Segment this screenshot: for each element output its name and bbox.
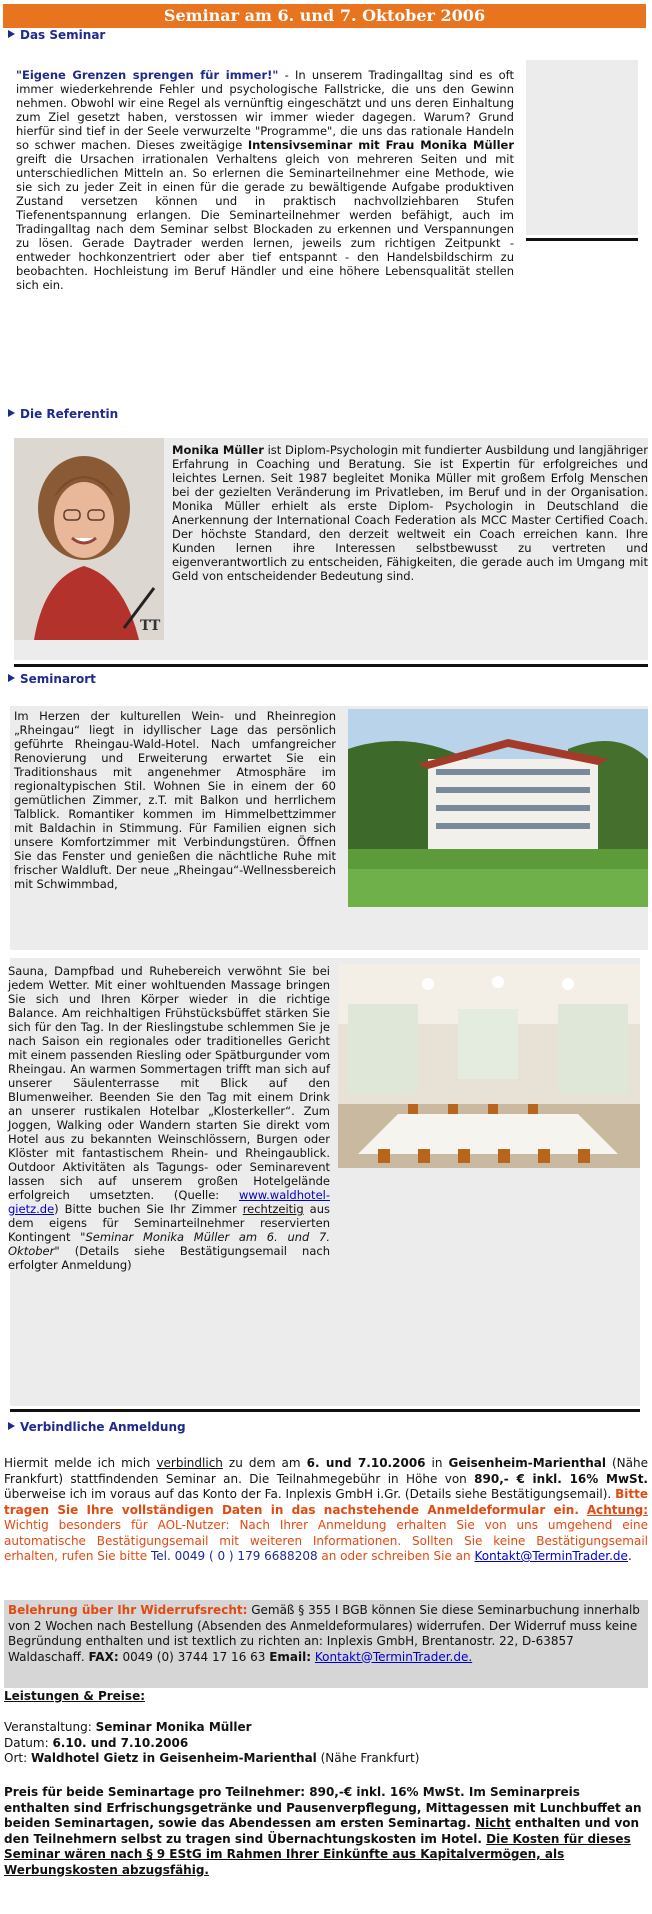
ort-text-3: ) Bitte buchen Sie Ihr Zimmer bbox=[54, 1202, 243, 1216]
veranstaltung-line bbox=[4, 1720, 648, 1736]
leistungen-heading: Leistungen & Preise: bbox=[4, 1689, 145, 1703]
seminar-fee: 890,- € inkl. 16% MwSt. bbox=[474, 1471, 648, 1486]
ort-text-4: aus dem eigens für Seminarteilnehmer reservierten Kontingent " bbox=[8, 1202, 331, 1244]
section-heading-text: Die Referentin bbox=[20, 407, 119, 421]
referentin-text: ist Diplom-Psychologin mit fundierter Ausbildung und langjähriger Erfahrung in Coaching und Beratung. Sie ist Expertin für erfolgreiches und leichtes Lernen. Seit 1987 begleitet Monika Müller mit großem Erfolg Menschen bei der gezielten Veränderung im Privatleben, im Beruf und in der Organisation. Monika Müller erhielt als erste Diplom- Psychologin in Deutschland die Anerkennung der International Coach Federation als MCC Master Certified Coach. Der höchste Standard, den derzeit weltweit ein Coach erreichen kann. Ihre Kunden lernen ihre Interessen selbstbewusst zu vertreten und eigenverantwortlich zu entscheiden, Fähigkeiten, die gerade auch im Umgang mit Geld von entscheidender Bedeutung sind. bbox=[172, 443, 648, 583]
portrait-photo bbox=[14, 438, 164, 640]
widerruf-heading: Belehrung über Ihr Widerrufsrecht: bbox=[8, 1603, 248, 1617]
section-heading-seminar bbox=[8, 28, 105, 42]
hotel-exterior-illustration bbox=[348, 709, 648, 907]
page-title: Seminar am 6. und 7. Oktober 2006 bbox=[3, 4, 646, 28]
form-instruction: Bitte tragen Sie Ihre vollständigen Daten in das nachstehende Anmeldeformular ein. bbox=[4, 1487, 648, 1517]
price-text-1: Preis für beide Seminartage pro Teilnehmer: 890,-€ inkl. 16% MwSt. Im Seminarpreis enthalten sind Erfrischungsgetränke und Pausenverpflegung, Mittagessen mit Lunchbuffet an beiden Seminartagen, sowie das Abendessen am ersten Seminartag. bbox=[4, 1785, 642, 1830]
rechtzeitig-text: rechtzeitig bbox=[242, 1202, 304, 1216]
email-label: Email: bbox=[269, 1649, 312, 1664]
aol-warning: Wichtig besonders für AOL-Nutzer: Nach Ihrer Anmeldung erhalten Sie von uns umgehend eine automatische Bestätigungsemail mit weiteren Informationen. Sollten Sie keine Bestätigungsemail erhalten, rufen Sie bitte bbox=[4, 1518, 648, 1563]
verbindlich-text: verbindlich bbox=[156, 1456, 223, 1470]
nicht-text: Nicht bbox=[475, 1816, 511, 1830]
ort-description-2 bbox=[8, 964, 330, 1272]
price-text-2: enthalten und von den Teilnehmern selbst zu tragen sind Übernachtungskosten im Hotel. bbox=[4, 1816, 640, 1846]
ort-text-5: " (Details siehe Bestätigungsemail nach erfolgter Anmeldung) bbox=[8, 1244, 330, 1272]
datum-line bbox=[4, 1736, 648, 1752]
triangle-bullet-icon bbox=[8, 1422, 15, 1430]
section-heading-referentin bbox=[8, 407, 118, 421]
seminar-room-illustration bbox=[338, 964, 640, 1168]
warning-text-2: an oder schreiben Sie an bbox=[317, 1549, 475, 1563]
anmeldung-text-2: zu dem am bbox=[222, 1456, 307, 1470]
datum-label: Datum: bbox=[4, 1735, 53, 1750]
price-details bbox=[4, 1785, 648, 1878]
achtung-label: Achtung: bbox=[586, 1502, 648, 1517]
ort-value: Waldhotel Gietz in Geisenheim-Marienthal bbox=[30, 1751, 317, 1765]
anmeldung-text bbox=[4, 1456, 648, 1565]
section-heading-text: Verbindliche Anmeldung bbox=[20, 1420, 186, 1434]
ort-label: Ort: bbox=[4, 1751, 31, 1765]
veranstaltung-label: Veranstaltung: bbox=[4, 1720, 96, 1734]
section-heading-seminarort bbox=[8, 672, 96, 686]
svg-text:TT: TT bbox=[140, 618, 161, 634]
section-heading-text: Seminarort bbox=[20, 672, 96, 686]
widerruf-text bbox=[8, 1603, 644, 1665]
seminar-place: Geisenheim-Marienthal bbox=[448, 1456, 606, 1470]
sentence-end: . bbox=[627, 1549, 632, 1563]
referentin-name: Monika Müller bbox=[172, 443, 264, 457]
seminar-room-photo bbox=[338, 964, 640, 1168]
triangle-bullet-icon bbox=[8, 409, 15, 417]
triangle-bullet-icon bbox=[8, 674, 15, 682]
section-heading-anmeldung bbox=[8, 1420, 186, 1434]
seminar-text-2: greift die Ursachen irrationalen Verhaltens gleich von mehreren Seiten und mit unterschiedlichen Mitteln an. So erlernen die Seminarteilnehmer eine Methode, wie sie sich zu jeder Zeit in einen für die gerade zu bewältigende Aufgabe produktiven Zustand versetzen können und in praktisch nachvollziehbaren Stufen Tiefenentspannung erlangen. Die Seminarteilnehmer werden befähigt, auch im Tradingalltag nach dem Seminar selbst Blockaden zu erkennen und Verspannungen zu lösen. Gerade Daytrader werden lernen, jeweils zum richtigen Zeitpunkt - entweder hochkonzentriert oder aber tief entspannt - den Handelsbildschirm zu beobachten. Hochleistung im Beruf Händler und eine höhere Lebensqualität stellen sich ein. bbox=[16, 152, 514, 292]
portrait-illustration bbox=[14, 438, 164, 640]
leistungen-details bbox=[4, 1720, 648, 1767]
seminar-bold: Intensivseminar mit Frau Monika Müller bbox=[247, 138, 515, 152]
ort-description-1: Im Herzen der kulturellen Wein- und Rheinregion „Rheingau“ liegt in idyllischer Lage das persönlich geführte Rheingau-Wald-Hotel. Nach umfangreicher Renovierung und Erweiterung erwartet Sie ein Traditionshaus mit angenehmer Atmosphäre im regionaltypischen Stil. Wohnen Sie in einem der 60 gemütlichen Zimmer, z.T. mit Balkon und herrlichem Talblick. Romantiker kommen im Himmelbettzimmer mit Baldachin in Stimmung. Für Familien eignen sich unsere Komfortzimmer mit Verbindungstüren. Öffnen Sie das Fenster und genießen die nächtliche Ruhe mit frischer Waldluft. Der neue „Rheingau“-Wellnessbereich mit Schwimmbad, bbox=[14, 709, 336, 891]
tax-note: Die Kosten für dieses Seminar wären nach § 9 EStG im Rahmen Ihrer Einkünfte aus Kapitalvermögen, als Werbungskosten abzugsfähig. bbox=[4, 1831, 631, 1877]
referentin-description bbox=[172, 443, 648, 583]
widerruf-body: Gemäß § 355 I BGB können Sie diese Seminarbuchung innerhalb von 2 Wochen nach Bestellung (Absenden des Anmeldeformulares) widerrufen. Der Widerruf muss keine Begründung enthalten und ist textlich zu richten an: Inplexis GmbH, Brentanostr. 22, D-63857 Waldaschaff. bbox=[8, 1603, 640, 1664]
side-box bbox=[526, 60, 638, 235]
seminar-description bbox=[16, 68, 514, 292]
anmeldung-text-5: überweise ich im voraus auf das Konto der Fa. Inplexis GmbH i.Gr. (Details siehe Bestätigungsemail). bbox=[4, 1487, 616, 1501]
hotel-link[interactable]: www.waldhotel-gietz.de bbox=[8, 1188, 330, 1216]
seminar-dates: 6. und 7.10.2006 bbox=[306, 1456, 426, 1470]
seminar-quote: "Eigene Grenzen sprengen für immer!" bbox=[16, 68, 279, 82]
anmeldung-text-4: (Nähe Frankfurt) stattfindenden Seminar an. Die Teilnahmegebühr in Höhe von bbox=[4, 1456, 648, 1486]
referentin-rule bbox=[14, 664, 648, 667]
fax-number: 0049 (0) 3744 17 16 63 bbox=[118, 1649, 270, 1664]
fax-label: FAX: bbox=[88, 1649, 119, 1664]
triangle-bullet-icon bbox=[8, 30, 15, 38]
ort-line bbox=[4, 1751, 648, 1767]
datum-value: 6.10. und 7.10.2006 bbox=[52, 1735, 189, 1750]
widerruf-email-link[interactable]: Kontakt@TerminTrader.de. bbox=[314, 1649, 473, 1664]
anmeldung-text-3: in bbox=[425, 1456, 449, 1470]
veranstaltung-value: Seminar Monika Müller bbox=[95, 1720, 252, 1734]
section-heading-text: Das Seminar bbox=[20, 28, 106, 42]
phone-number: Tel. 0049 ( 0 ) 179 6688208 bbox=[151, 1549, 318, 1563]
contact-email-link[interactable]: Kontakt@TerminTrader.de bbox=[474, 1549, 628, 1563]
anmeldung-text-1: Hiermit melde ich mich bbox=[4, 1456, 157, 1470]
ort-text-2: Sauna, Dampfbad und Ruhebereich verwöhnt Sie bei jedem Wetter. Mit einer wohltuenden Massage bringen Sie sich und Ihren Körper wieder in die richtige Balance. Am reichhaltigen Frühstücksbüffet stärken Sie sich für den Tag. In der Rieslingstube schlemmen Sie je nach Saison ein regionales oder traditionelles Gericht mit einem passenden Riesling oder Spätburgunder vom Rheingau. An warmen Sommertagen trifft man sich auf unserer Säulenterrasse mit Blick auf den Blumenweiher. Beenden Sie den Tag mit einem Drink an unserer rustikalen Hotelbar „Klosterkeller“. Zum Joggen, Walking oder Wandern starten Sie direkt vom Hotel aus zu bekannten Weinschlössern, Burgen oder Klöster mit fantastischem Rhein- und Rheingaublick. Outdoor Aktivitäten als Tagungs- oder Seminarevent lassen sich auf unserem großen Hotelgelände erfolgreich umsetzten. (Quelle: bbox=[8, 964, 330, 1202]
seminar-text-1: - In unserem Tradingalltag sind es oft immer wiederkehrende Fehler und psychologische Fallstricke, die uns den Gewinn nehmen. Obwohl wir eine Regel als vernünftig eingeschätzt und uns deren Einhaltung zum Ziel gesetzt haben, verstossen wir immer wieder dagegen. Warum? Grund hierfür sind tief in der Seele verwurzelte "Programme", die uns das rationale Handeln so schwer machen. Dieses zweitägige bbox=[16, 68, 514, 152]
side-rule bbox=[526, 238, 638, 241]
ort-rule bbox=[10, 1409, 640, 1412]
ort-extra: (Nähe Frankfurt) bbox=[316, 1751, 420, 1765]
hotel-exterior-photo bbox=[348, 709, 648, 907]
contingent-name: Seminar Monika Müller am 6. und 7. Oktober bbox=[8, 1230, 330, 1258]
